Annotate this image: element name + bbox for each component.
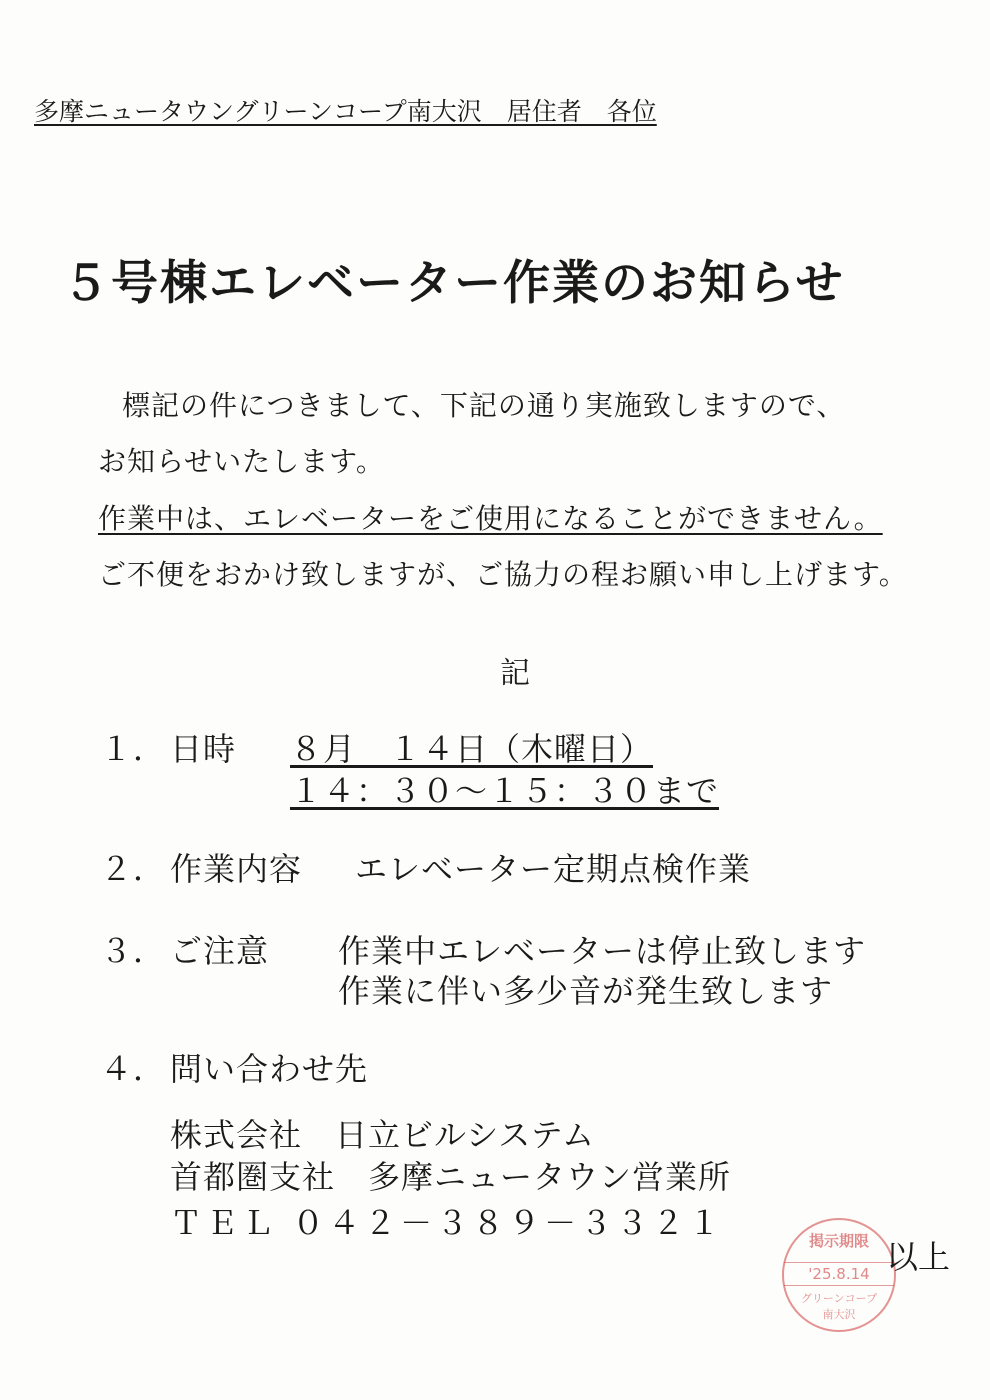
- intro-line-2: お知らせいたします。: [98, 445, 385, 478]
- item-4: [100, 1044, 368, 1090]
- page-title: ５号棟エレベーター作業のお知らせ: [62, 256, 845, 311]
- intro-line-3-warning: 作業中は、エレベーターをご使用になることができません。: [98, 502, 883, 535]
- addressee: 多摩ニュータウングリーンコープ南大沢 居住者 各位: [34, 97, 657, 126]
- item-2: [100, 844, 302, 890]
- intro-line-1: 標記の件につきまして、下記の通り実施致しますので、: [122, 389, 846, 422]
- contact-company: 株式会社 日立ビルシステム: [170, 1116, 596, 1154]
- stamp-top: 掲示期限: [808, 1232, 869, 1250]
- item-2-content: エレベーター定期点検作業: [355, 850, 752, 888]
- item-3-label: ご注意: [170, 932, 270, 970]
- item-2-number: ２．: [100, 850, 167, 888]
- item-2-label: 作業内容: [170, 850, 303, 888]
- contact-branch: 首都圏支社 多摩ニュータウン営業所: [170, 1158, 732, 1196]
- closing-text: 以上: [885, 1238, 950, 1276]
- item-3-note-1: 作業中エレベーターは停止致します: [338, 932, 867, 970]
- item-1-number: １．: [100, 730, 167, 768]
- item-3: [100, 926, 269, 972]
- stamp-org-2: 南大沢: [822, 1308, 856, 1321]
- item-1-time: １４：３０～１５：３０まで: [290, 772, 720, 810]
- item-3-note-2: 作業に伴い多少音が発生致します: [338, 972, 834, 1010]
- item-3-number: ３．: [100, 932, 167, 970]
- ki-heading: 記: [500, 656, 530, 691]
- intro-line-4: ご不便をおかけ致しますが、ご協力の程お願い申し上げます。: [98, 558, 908, 591]
- item-1-date: ８月 １４日（木曜日）: [290, 730, 654, 768]
- stamp-org-1: グリーンコープ: [800, 1292, 878, 1305]
- posting-deadline-stamp: [782, 1218, 896, 1332]
- item-1-label: 日時: [170, 730, 237, 768]
- item-4-label: 問い合わせ先: [170, 1050, 369, 1088]
- contact-tel: ＴＥＬ ０４２－３８９－３３２１: [170, 1204, 725, 1242]
- stamp-date: '25.8.14: [784, 1262, 894, 1286]
- item-1: [100, 724, 236, 770]
- item-4-number: ４．: [100, 1050, 167, 1088]
